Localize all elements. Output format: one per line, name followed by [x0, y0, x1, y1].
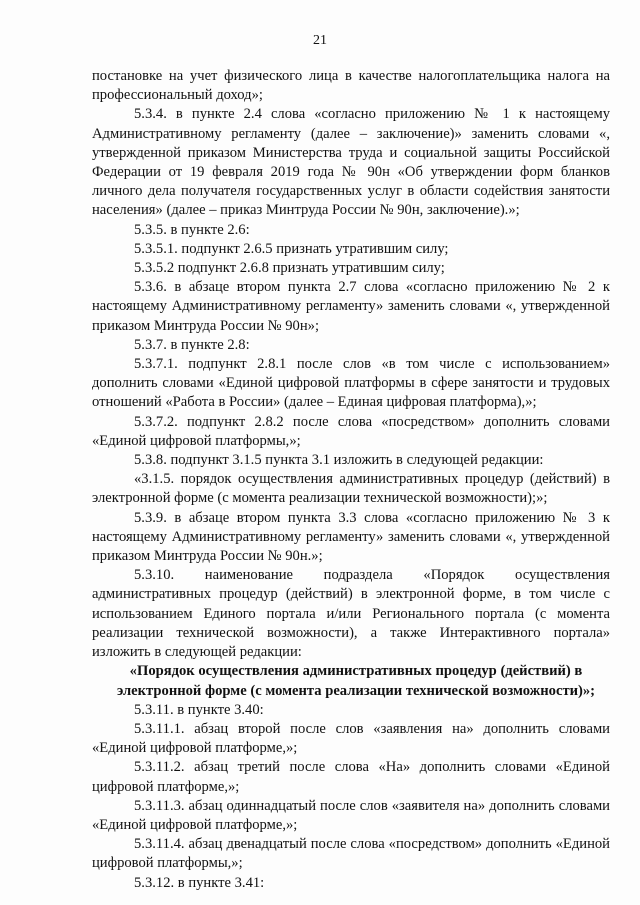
paragraph: 5.3.12. в пункте 3.41:	[134, 874, 265, 891]
paragraph: 5.3.10. наименование подраздела «Порядок осуществления административных процедур (действий) в электронной форме, в том числе с использованием Единого портала и/или Регионального портала (с момента реализации технической возможности), а также Интерактивного портала» изложить в следующей редакции:	[92, 567, 610, 661]
paragraph: 5.3.7.2. подпункт 2.8.2 после слова «посредством» дополнить словами «Единой цифровой платформы,»;	[92, 413, 610, 449]
paragraph: 5.3.6. в абзаце втором пункта 2.7 слова «согласно приложению № 2 к настоящему Административному регламенту» заменить словами «, утвержденной приказом Минтруда России № 90н»;	[92, 279, 610, 334]
paragraph: 5.3.11.3. абзац одиннадцатый после слов «заявителя на» дополнить словами «Единой цифровой платформе,»;	[92, 797, 610, 833]
paragraph: 5.3.11.2. абзац третий после слова «На» дополнить словами «Единой цифровой платформе,»;	[92, 759, 610, 795]
paragraph: 5.3.5.1. подпункт 2.6.5 признать утратившим силу;	[134, 240, 449, 257]
paragraph: 5.3.11.4. абзац двенадцатый после слова «посредством» дополнить «Единой цифровой платформы,»;	[92, 836, 610, 872]
document-body	[92, 67, 610, 893]
paragraph: 5.3.7. в пункте 2.8:	[134, 336, 250, 353]
paragraph: 5.3.5.2 подпункт 2.6.8 признать утратившим силу;	[134, 260, 445, 277]
section-heading: «Порядок осуществления административных процедур (действий) в электронной форме (с момента реализации технической возможности)»;	[116, 663, 596, 699]
paragraph: 5.3.4. в пункте 2.4 слова «согласно приложению № 1 к настоящему Административному регламенту (далее – заключение)» заменить словами «, утвержденной приказом Министерства труда и социальной защиты Российской Федерации от 19 февраля 2019 года № 90н «Об утверждении форм бланков личного дела получателя государственных услуг в области содействия занятости населения» (далее – приказ Минтруда России № 90н, заключение).»;	[92, 106, 610, 219]
paragraph: 5.3.8. подпункт 3.1.5 пункта 3.1 изложить в следующей редакции:	[134, 452, 544, 469]
paragraph: «3.1.5. порядок осуществления административных процедур (действий) в электронной форме (с момента реализации технической возможности);»;	[92, 471, 610, 507]
paragraph: 5.3.9. в абзаце втором пункта 3.3 слова «согласно приложению № 3 к настоящему Административному регламенту» заменить словами «, утвержденной приказом Минтруда России № 90н.»;	[92, 509, 610, 565]
paragraph: 5.3.11. в пункте 3.40:	[134, 701, 264, 718]
paragraph: 5.3.5. в пункте 2.6:	[134, 221, 250, 238]
paragraph: постановке на учет физического лица в качестве налогоплательщика налога на профессиональный доход»;	[92, 68, 610, 104]
page-number: 21	[313, 33, 327, 48]
paragraph: 5.3.7.1. подпункт 2.8.1 после слов «в том числе с использованием» дополнить словами «Единой цифровой платформы в сфере занятости и трудовых отношений «Работа в России» (далее – Единая цифровая платформа),»;	[92, 356, 610, 411]
paragraph: 5.3.11.1. абзац второй после слов «заявления на» дополнить словами «Единой цифровой платформе,»;	[92, 720, 610, 757]
